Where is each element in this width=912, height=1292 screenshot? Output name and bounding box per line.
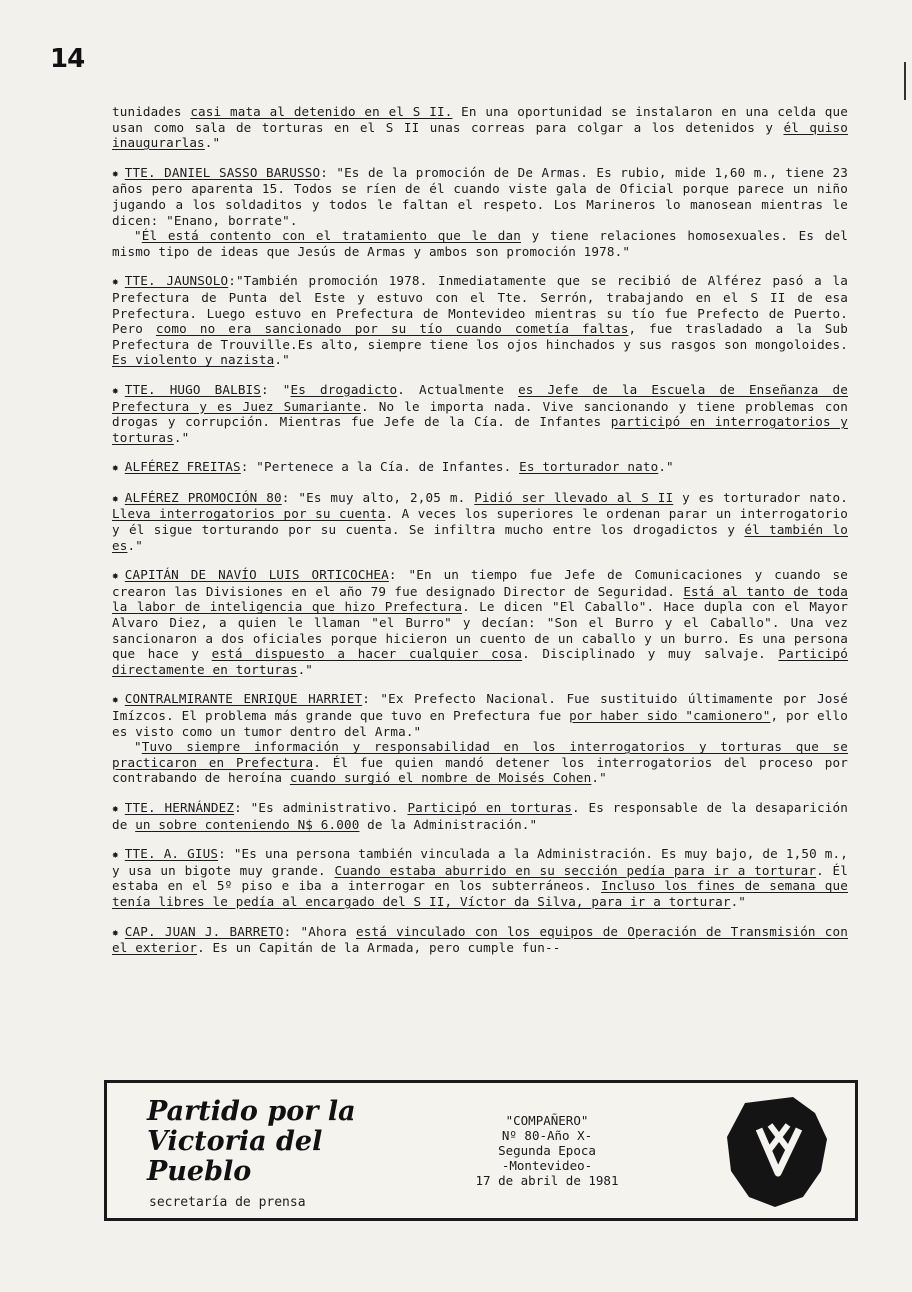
- text-run: En una oportunidad se instalaron en una celda que usan como sala de torturas en el S II unas correas para colgar a los detenidos y: [112, 104, 848, 135]
- paragraph: [112, 165, 848, 260]
- publication-date: 17 de abril de 1981: [475, 1173, 619, 1188]
- text-run: ": [134, 739, 142, 755]
- underlined-text: TTE. DANIEL SASSO BARUSSO: [124, 164, 321, 180]
- bullet-star-icon: ✸: [112, 461, 119, 475]
- underlined-text: es Jefe de la Escuela de Enseñanza de Prefectura y es Juez Sumariante: [112, 381, 848, 414]
- underlined-text: Tuvo siempre información y responsabilidad en los interrogatorios y torturas que se practicaron en Prefectura: [112, 739, 848, 770]
- underlined-text: está dispuesto a hacer cualquier cosa: [211, 646, 523, 662]
- text-run: .": [274, 352, 290, 368]
- paragraph: [112, 924, 848, 956]
- text-run: .": [730, 893, 747, 909]
- underlined-text: TTE. HUGO BALBIS: [124, 381, 262, 397]
- bullet-star-icon: ✸: [112, 925, 119, 939]
- underlined-text: CONTRALMIRANTE ENRIQUE HARRIET: [124, 691, 363, 707]
- city-label: -Montevideo-: [501, 1158, 593, 1173]
- bullet-star-icon: ✸: [112, 569, 119, 583]
- underlined-text: participó en interrogatorios y torturas: [112, 414, 848, 445]
- text-run: : "Es muy alto, 2,05 m.: [281, 489, 475, 505]
- publication-title: "COMPAÑERO": [505, 1113, 589, 1128]
- text-run: . No le importa nada. Vive sancionando y tiene problemas con drogas y corrupción. Mientras fue Jefe de la Cía. de Infantes: [112, 398, 848, 430]
- underlined-text: Participó en torturas: [407, 799, 572, 815]
- underlined-text: Lleva interrogatorios por su cuenta: [112, 506, 386, 522]
- text-run: .": [127, 537, 143, 553]
- text-run: ": [134, 228, 142, 244]
- underlined-text: ALFÉREZ PROMOCIÓN 80: [124, 489, 282, 505]
- bullet-star-icon: ✸: [112, 801, 119, 815]
- text-run: . Actualmente: [397, 381, 519, 397]
- text-run: : "Ex Prefecto Nacional. Fue sustituido últimamente por José Imízcos. El problema más grande que tuvo en Prefectura fue: [112, 691, 848, 723]
- edge-mark: [904, 62, 906, 100]
- issue-number: Nº 80-Año X-: [501, 1128, 593, 1143]
- publication-info: [447, 1113, 647, 1188]
- party-name: [147, 1097, 447, 1187]
- text-run: . A veces los superiores le ordenan parar un interrogatorio y él sigue torturando por su cuenta. Se infiltra mucho entre los drogadictos y: [112, 506, 848, 538]
- text-run: .": [173, 429, 190, 445]
- paragraph: [112, 382, 848, 445]
- bullet-star-icon: ✸: [112, 166, 119, 180]
- underlined-text: por haber sido "camionero": [569, 708, 771, 723]
- underlined-text: Pidió ser llevado al S II: [474, 489, 674, 505]
- paragraph: [112, 800, 848, 832]
- paragraph: [112, 490, 848, 553]
- underlined-text: Incluso los fines de semana que tenía libres le pedía al encargado del S II, Víctor da Silva, para ir a torturar: [112, 878, 848, 909]
- bullet-star-icon: ✸: [112, 383, 119, 397]
- paragraph: [112, 691, 848, 786]
- footer-box: [104, 1080, 858, 1221]
- party-name-line-2: Victoria del: [147, 1126, 323, 1157]
- underlined-text: TTE. A. GIUS: [124, 846, 219, 862]
- bullet-star-icon: ✸: [112, 848, 119, 862]
- party-name-line-3: Pueblo: [147, 1156, 252, 1187]
- text-run: .": [658, 459, 674, 475]
- text-run: .": [204, 135, 221, 151]
- underlined-text: él quiso inaugurarlas: [112, 119, 848, 151]
- text-run: . Le dicen "El Caballo". Hace dupla con el Mayor Alvaro Diez, a quien le llaman "el Burro" y decían: "Son el Burro y el Caballo". Una vez sancionaron a dos oficiales porque hicieron un cuento de un caballo y un burro. Es una persona que hace y: [112, 599, 849, 662]
- paragraph: [112, 459, 848, 476]
- text-run: . Él estaba en el 5º piso e iba a interrogar en los subterráneos.: [112, 862, 848, 894]
- underlined-text: Está al tanto de toda la labor de inteligencia que hizo Prefectura: [112, 583, 848, 615]
- underlined-text: TTE. HERNÁNDEZ: [124, 799, 235, 815]
- text-run: , por ello es visto como un tumor dentro del Arma.": [112, 708, 848, 739]
- party-name-line-1: Partido por la: [147, 1096, 356, 1127]
- underlined-text: como no era sancionado por su tío cuando cometía faltas: [155, 321, 629, 337]
- secretaria-label: secretaría de prensa: [149, 1195, 306, 1210]
- text-run: : "Pertenece a la Cía. de Infantes.: [240, 459, 520, 475]
- text-run: . Él fue quien mandó detener los interrogatorios del proceso por contrabando de heroína: [112, 754, 848, 786]
- text-run: . Es responsable de la desaparición de: [112, 799, 848, 832]
- text-run: de la Administración.": [359, 816, 538, 832]
- underlined-text: ALFÉREZ FREITAS: [124, 459, 241, 475]
- text-run: y es torturador nato.: [673, 489, 848, 505]
- underlined-text: Es violento y nazista: [112, 352, 275, 368]
- paragraph: [112, 567, 848, 677]
- text-run: :"También promoción 1978. Inmediatamente que se recibió de Alférez pasó a la Prefectura de Punta del Este y estuvo con el Tte. Serrón, trabajando en el S II de esa Prefectura. Luego estuvo en Prefectura de Montevideo mientras su tío fue Prefecto de Puerto. Pero: [112, 273, 848, 337]
- underlined-text: Es torturador nato: [519, 459, 659, 475]
- underlined-text: Cuando estaba aburrido en su sección pedía para ir a torturar: [334, 862, 817, 878]
- text-run: .": [591, 770, 607, 786]
- text-run: , fue trasladado a la Sub Prefectura de Trouville.Es alto, siempre tiene los ojos hinchados y sus rasgos son mongoloides.: [112, 321, 848, 352]
- text-run: : "Es de la promoción de De Armas. Es rubio, mide 1,60 m., tiene 23 años pero aparenta 15. Todos se ríen de él cuando viste gala de Oficial porque parece un niño jugando a los soldaditos y todos le faltan el respeto. Los Marineros lo manosean mientras le dicen: "Enano, borrate".: [112, 164, 848, 228]
- text-run: : "En un tiempo fue Jefe de Comunicaciones y cuando se crearon las Divisiones en el año 79 fue designado Director de Seguridad.: [112, 567, 848, 599]
- underlined-text: Participó directamente en torturas: [112, 646, 848, 677]
- epoch-label: Segunda Epoca: [498, 1143, 596, 1158]
- underlined-text: CAPITÁN DE NAVÍO LUIS ORTICOCHEA: [124, 567, 389, 583]
- underlined-text: Él está contento con el tratamiento que le dan: [141, 228, 521, 244]
- underlined-text: CAP. JUAN J. BARRETO: [124, 923, 284, 939]
- text-run: .": [297, 661, 314, 677]
- bullet-star-icon: ✸: [112, 693, 119, 707]
- page-number: 14: [50, 44, 85, 74]
- underlined-text: Es drogadicto: [290, 381, 398, 397]
- text-run: y tiene relaciones homosexuales. Es del mismo tipo de ideas que Jesús de Armas y ambos son promoción 1978.": [112, 228, 848, 259]
- pvp-logo-icon: [723, 1093, 833, 1211]
- text-run: tunidades: [112, 104, 191, 119]
- article-body: [112, 104, 848, 970]
- bullet-star-icon: ✸: [112, 275, 119, 289]
- text-run: : "Es administrativo.: [234, 799, 408, 815]
- underlined-text: él también lo es: [112, 522, 848, 553]
- underlined-text: está vinculado con los equipos de Operación de Transmisión con el exterior: [112, 923, 848, 956]
- paragraph: [112, 846, 848, 909]
- underlined-text: TTE. JAUNSOLO: [124, 273, 229, 289]
- underlined-text: casi mata al detenido en el S II.: [190, 104, 453, 119]
- text-run: . Disciplinado y muy salvaje.: [522, 646, 779, 662]
- underlined-text: un sobre conteniendo N$ 6.000: [135, 816, 360, 832]
- text-run: : "Es una persona también vinculada a la Administración. Es muy bajo, de 1,50 m., y usa un bigote muy grande.: [112, 846, 848, 878]
- paragraph: [112, 104, 848, 151]
- bullet-star-icon: ✸: [112, 491, 119, 505]
- text-run: : "Ahora: [283, 923, 357, 939]
- paragraph: [112, 273, 848, 368]
- underlined-text: cuando surgió el nombre de Moisés Cohen: [289, 770, 592, 786]
- text-run: : ": [261, 381, 291, 397]
- text-run: . Es un Capitán de la Armada, pero cumple fun--: [197, 940, 561, 956]
